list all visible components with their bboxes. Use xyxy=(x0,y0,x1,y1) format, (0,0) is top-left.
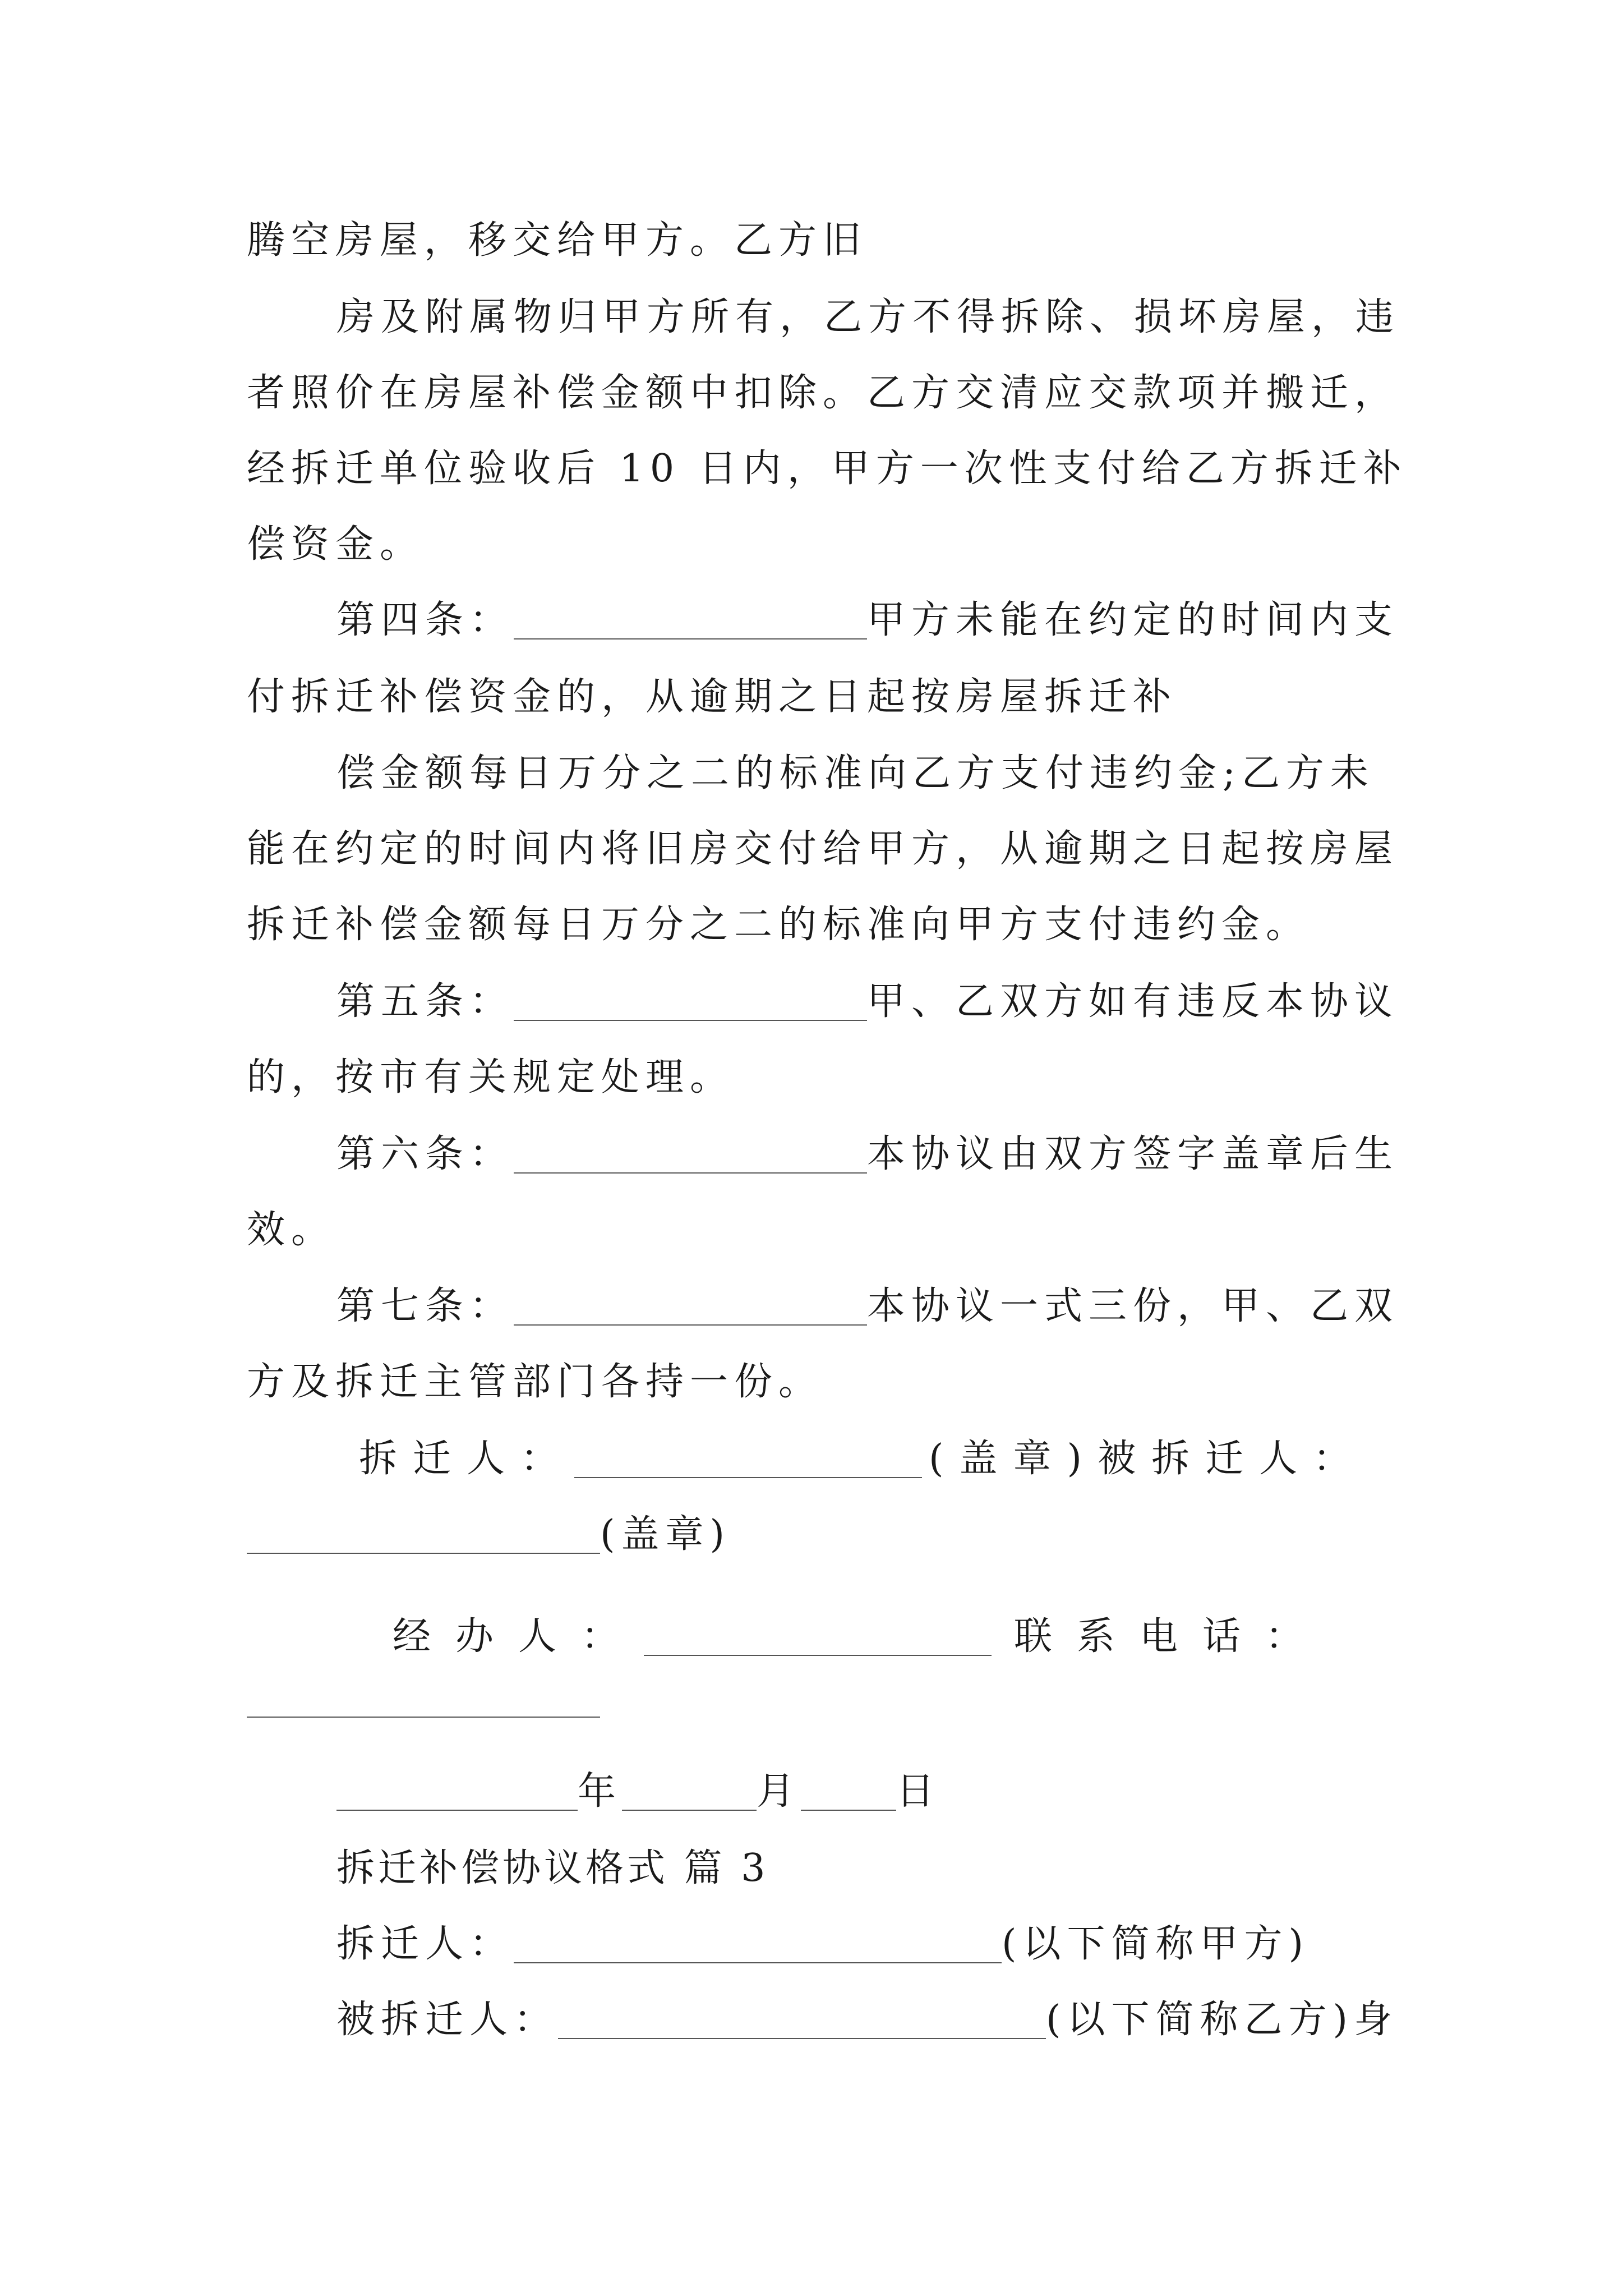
phone-label: 联系电话： xyxy=(1014,1614,1329,1659)
text-line: 房及附属物归甲方所有，乙方不得拆除、损坏房屋，违 xyxy=(336,295,1400,339)
text-line: 能在约定的时间内将旧房交付给甲方，从逾期之日起按房屋 xyxy=(247,827,1399,871)
agent-line xyxy=(393,1611,1328,1663)
phone-blank xyxy=(247,1717,600,1718)
date-year: 年 xyxy=(578,1769,623,1814)
section-heading: 拆迁补偿协议格式 篇 3 xyxy=(336,1846,769,1890)
text-line: 者照价在房屋补偿金额中扣除。乙方交清应交款项并搬迁， xyxy=(247,371,1399,415)
party-note: (以下简称乙方)身 xyxy=(1046,1998,1399,2042)
text-line: 方及拆迁主管部门各持一份。 xyxy=(247,1360,823,1404)
signature-line-a xyxy=(359,1433,1367,1485)
text-line: 效。 xyxy=(247,1208,336,1252)
seal-note: (盖章) xyxy=(600,1512,731,1557)
signer-label: 拆迁人： xyxy=(359,1437,575,1481)
fill-in-blank xyxy=(514,1289,867,1326)
fill-in-blank xyxy=(514,1137,867,1174)
party-a-line xyxy=(336,1918,1310,1970)
article-text: 甲、乙双方如有违反本协议 xyxy=(867,979,1399,1024)
signature-blank xyxy=(574,1441,922,1478)
signature-line-b xyxy=(247,1509,731,1561)
article-text: 本协议由双方签字盖章后生 xyxy=(867,1132,1399,1176)
agent-blank xyxy=(644,1619,992,1656)
text-line: 付拆迁补偿资金的，从逾期之日起按房屋拆迁补 xyxy=(247,675,1178,719)
text-line: 经拆迁单位验收后 10 日内，甲方一次性支付给乙方拆迁补 xyxy=(247,447,1408,491)
article-4 xyxy=(336,595,1399,646)
signer-label: 被拆迁人： xyxy=(1098,1437,1367,1481)
article-text: 本协议一式三份，甲、乙双 xyxy=(867,1284,1399,1328)
text-line: 腾空房屋，移交给甲方。乙方旧 xyxy=(247,218,868,263)
party-blank xyxy=(514,1926,1002,1963)
agent-label: 经办人： xyxy=(393,1614,644,1659)
article-7 xyxy=(336,1281,1399,1332)
date-month: 月 xyxy=(757,1769,801,1814)
date-line xyxy=(336,1766,940,1818)
fill-in-blank xyxy=(514,602,867,639)
text-line: 偿资金。 xyxy=(247,522,425,567)
date-day: 日 xyxy=(896,1769,941,1814)
article-label: 第五条： xyxy=(336,979,514,1024)
article-6 xyxy=(336,1129,1399,1180)
day-blank xyxy=(801,1774,896,1811)
seal-note: (盖章) xyxy=(929,1437,1098,1481)
month-blank xyxy=(622,1774,757,1811)
text-line: 偿金额每日万分之二的标准向乙方支付违约金;乙方未 xyxy=(336,751,1375,795)
article-text: 甲方未能在约定的时间内支 xyxy=(867,598,1399,642)
text-line: 的，按市有关规定处理。 xyxy=(247,1055,735,1099)
article-5 xyxy=(336,976,1399,1028)
article-label: 第七条： xyxy=(336,1284,514,1328)
article-label: 第六条： xyxy=(336,1132,514,1176)
party-label: 被拆迁人： xyxy=(336,1998,559,2042)
party-note: (以下简称甲方) xyxy=(1002,1922,1310,1966)
article-label: 第四条： xyxy=(336,598,514,642)
year-blank xyxy=(336,1774,578,1811)
text-line: 拆迁补偿金额每日万分之二的标准向甲方支付违约金。 xyxy=(247,903,1311,947)
party-label: 拆迁人： xyxy=(336,1922,514,1966)
fill-in-blank xyxy=(514,984,867,1021)
party-blank xyxy=(558,2002,1046,2039)
signature-blank xyxy=(247,1517,600,1554)
party-b-line xyxy=(336,1994,1398,2046)
